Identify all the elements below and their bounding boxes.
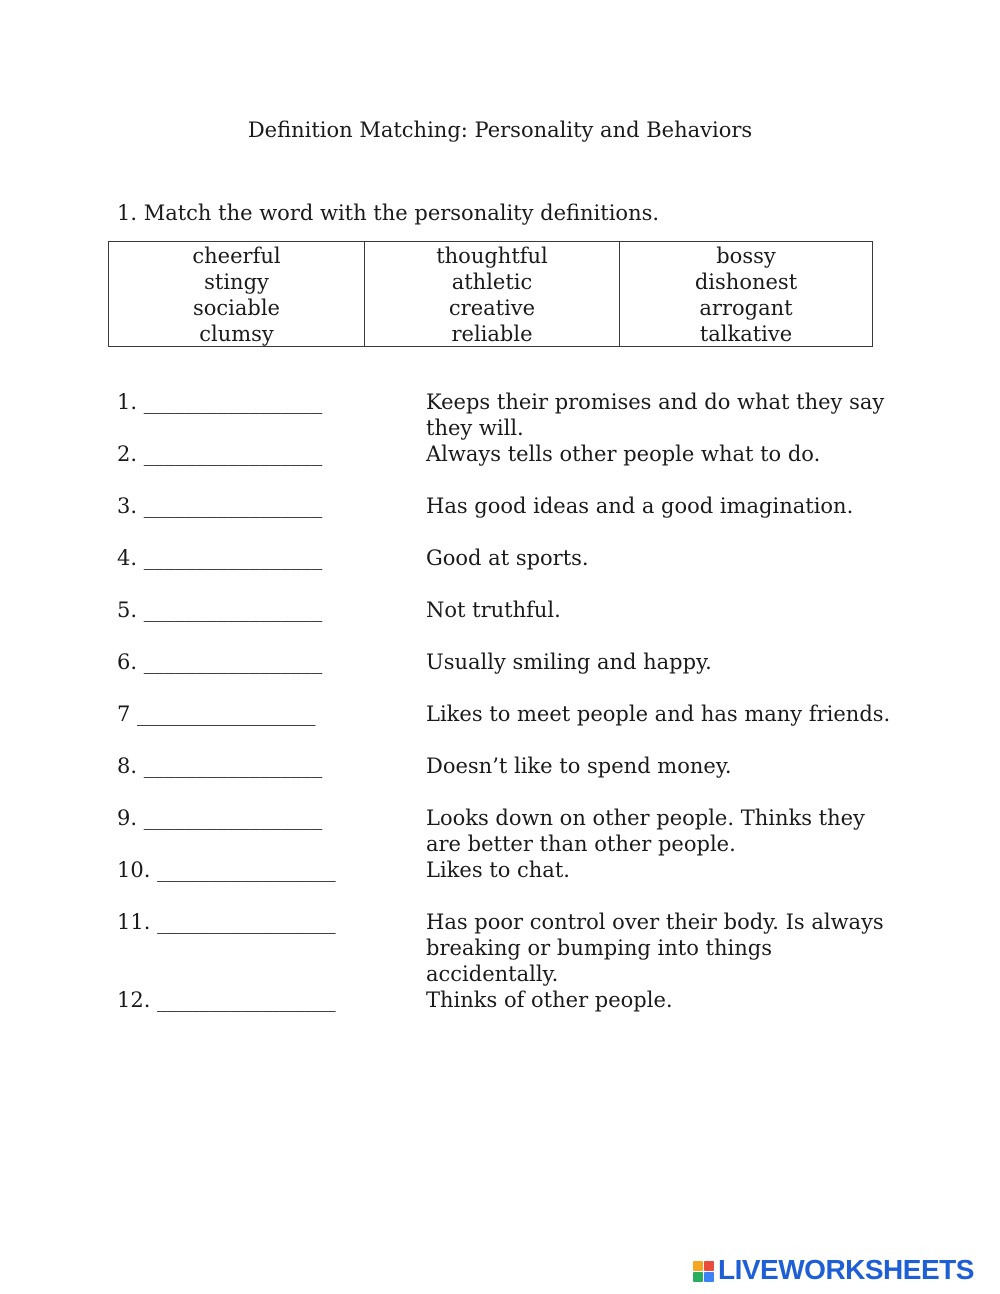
logo-tile (704, 1272, 714, 1282)
word-bank-word: creative (448, 296, 536, 320)
word-bank-word: clumsy (199, 322, 274, 346)
page-title: Definition Matching: Personality and Behaviors (247, 118, 753, 142)
answer-blank-12[interactable]: 12. _________________ (117, 988, 336, 1012)
definition-6: Usually smiling and happy. (426, 650, 712, 674)
word-bank-word: sociable (192, 296, 280, 320)
word-bank-word: athletic (451, 270, 533, 294)
word-bank-word: bossy (716, 244, 776, 268)
word-bank-word: reliable (451, 322, 533, 346)
liveworksheets-logo-text: LIVEWORKSHEETS (718, 1254, 974, 1285)
word-bank-table (108, 241, 873, 347)
word-bank-word: arrogant (699, 296, 793, 320)
answer-blank-6[interactable]: 6. _________________ (117, 650, 323, 674)
definition-11-line-2: breaking or bumping into things (426, 936, 772, 960)
word-bank-column (619, 242, 872, 347)
definition-2: Always tells other people what to do. (426, 442, 821, 466)
definition-10: Likes to chat. (426, 858, 570, 882)
answer-blank-10[interactable]: 10. _________________ (117, 858, 336, 882)
definition-8: Doesn’t like to spend money. (426, 754, 732, 778)
definition-9-line-2: are better than other people. (426, 832, 736, 856)
answer-blank-11[interactable]: 11. _________________ (117, 910, 336, 934)
word-bank-column (364, 242, 619, 347)
instruction: 1. Match the word with the personality definitions. (117, 201, 660, 225)
definition-1-line-1: Keeps their promises and do what they say (426, 390, 885, 414)
liveworksheets-brand (693, 1256, 974, 1284)
definition-4: Good at sports. (426, 546, 589, 570)
word-bank-word: talkative (699, 322, 793, 346)
definition-11-line-3: accidentally. (426, 962, 559, 986)
word-bank-word: stingy (204, 270, 269, 294)
answer-blank-7[interactable]: 7 _________________ (117, 702, 316, 726)
definition-1-line-2: they will. (426, 416, 524, 440)
definition-3: Has good ideas and a good imagination. (426, 494, 854, 518)
logo-tile (704, 1261, 714, 1271)
answer-blank-8[interactable]: 8. _________________ (117, 754, 323, 778)
answer-blank-9[interactable]: 9. _________________ (117, 806, 323, 830)
answer-blank-1[interactable]: 1. _________________ (117, 390, 323, 414)
definition-9-line-1: Looks down on other people. Thinks they (426, 806, 865, 830)
answer-blank-2[interactable]: 2. _________________ (117, 442, 323, 466)
definition-11-line-1: Has poor control over their body. Is always (426, 910, 884, 934)
word-bank-column (109, 242, 364, 347)
liveworksheets-logo-icon (693, 1261, 714, 1282)
word-bank-word: dishonest (694, 270, 798, 294)
word-bank-word: thoughtful (436, 244, 548, 268)
logo-tile (693, 1272, 703, 1282)
word-bank-word: cheerful (192, 244, 281, 268)
definition-5: Not truthful. (426, 598, 561, 622)
answer-blank-5[interactable]: 5. _________________ (117, 598, 323, 622)
definition-12: Thinks of other people. (426, 988, 673, 1012)
definition-7: Likes to meet people and has many friends. (426, 702, 891, 726)
answer-blank-4[interactable]: 4. _________________ (117, 546, 323, 570)
answer-blank-3[interactable]: 3. _________________ (117, 494, 323, 518)
logo-tile (693, 1261, 703, 1271)
